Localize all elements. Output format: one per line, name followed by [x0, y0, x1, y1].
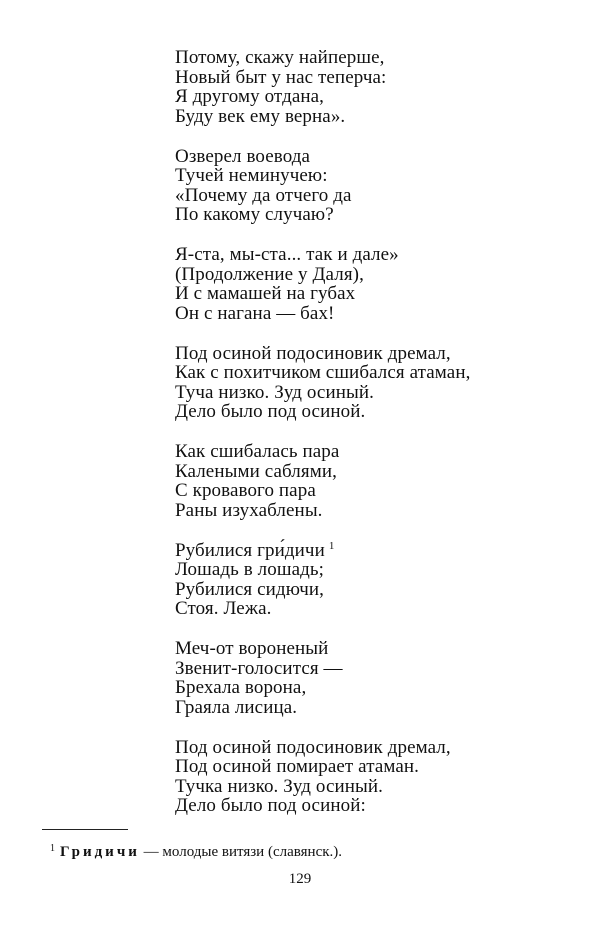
poem-line: Он с нагана — бах!	[175, 302, 335, 324]
footnote-marker: 1	[50, 843, 55, 854]
stanza	[175, 48, 575, 126]
poem-line: Дело было под осиной.	[175, 401, 366, 422]
poem-line: Туча низко. Зуд осиный.	[175, 381, 374, 403]
poem-line: По какому случаю?	[175, 204, 334, 225]
poem-line: Как с похитчиком сшибался атаман,	[175, 362, 471, 383]
poem-line: Лошадь в лошадь;	[175, 559, 325, 580]
stanza	[175, 639, 575, 717]
poem-line: Тучей неминучею:	[175, 165, 328, 186]
poem-line: Под осиной подосиновик дремал,	[175, 736, 451, 758]
poem-line: Под осиной помирает атаман.	[175, 756, 420, 777]
footnote-reference: 1	[328, 539, 335, 552]
poem-line: Раны изухаблены.	[175, 499, 323, 521]
stanza	[175, 245, 575, 323]
footnote	[50, 840, 342, 861]
footnote-definition: — молодые витязи (славянск.).	[139, 844, 343, 860]
footnote-divider	[42, 829, 128, 830]
poem-line: Я-ста, мы-ста... так и дале»	[175, 244, 399, 265]
poem-line: Стоя. Лежа.	[175, 598, 272, 619]
poem-body	[175, 48, 575, 836]
poem-line: Под осиной подосиновик дремал,	[175, 342, 451, 364]
poem-line: Граяла лисица.	[175, 696, 298, 718]
poem-line: Потому, скажу найперше,	[175, 47, 385, 68]
poem-line: «Почему да отчего да	[175, 184, 352, 206]
poem-line: Тучка низко. Зуд осиный.	[175, 775, 384, 797]
page-number: 129	[288, 871, 312, 887]
poem-line: Брехала ворона,	[175, 677, 307, 698]
poem-line: Как сшибалась пара	[175, 441, 340, 462]
poem-line: И с мамашей на губах	[175, 283, 356, 304]
stanza	[175, 147, 575, 225]
poem-line: Рубилися сидючи,	[175, 578, 325, 600]
poem-line-with-footnote	[175, 541, 575, 561]
stanza	[175, 344, 575, 422]
poem-line: С кровавого пара	[175, 480, 316, 501]
stanza	[175, 442, 575, 520]
stanza	[175, 738, 575, 816]
stanza	[175, 541, 575, 619]
poem-line: Звенит-голосится —	[175, 657, 343, 679]
poem-line: (Продолжение у Даля),	[175, 263, 364, 285]
poem-line: Озверел воевода	[175, 145, 311, 167]
poem-line: Меч-от вороненый	[175, 638, 329, 659]
poem-line: Я другому отдана,	[175, 86, 325, 107]
poem-line: Новый быт у нас теперча:	[175, 66, 387, 88]
footnote-term: Гридичи	[60, 844, 140, 860]
poem-line: Дело было под осиной:	[175, 795, 366, 816]
poem-line: Буду век ему верна».	[175, 105, 346, 127]
poem-line-text: Рубилися гри́дичи	[175, 539, 325, 561]
poem-line: Калеными саблями,	[175, 460, 337, 482]
